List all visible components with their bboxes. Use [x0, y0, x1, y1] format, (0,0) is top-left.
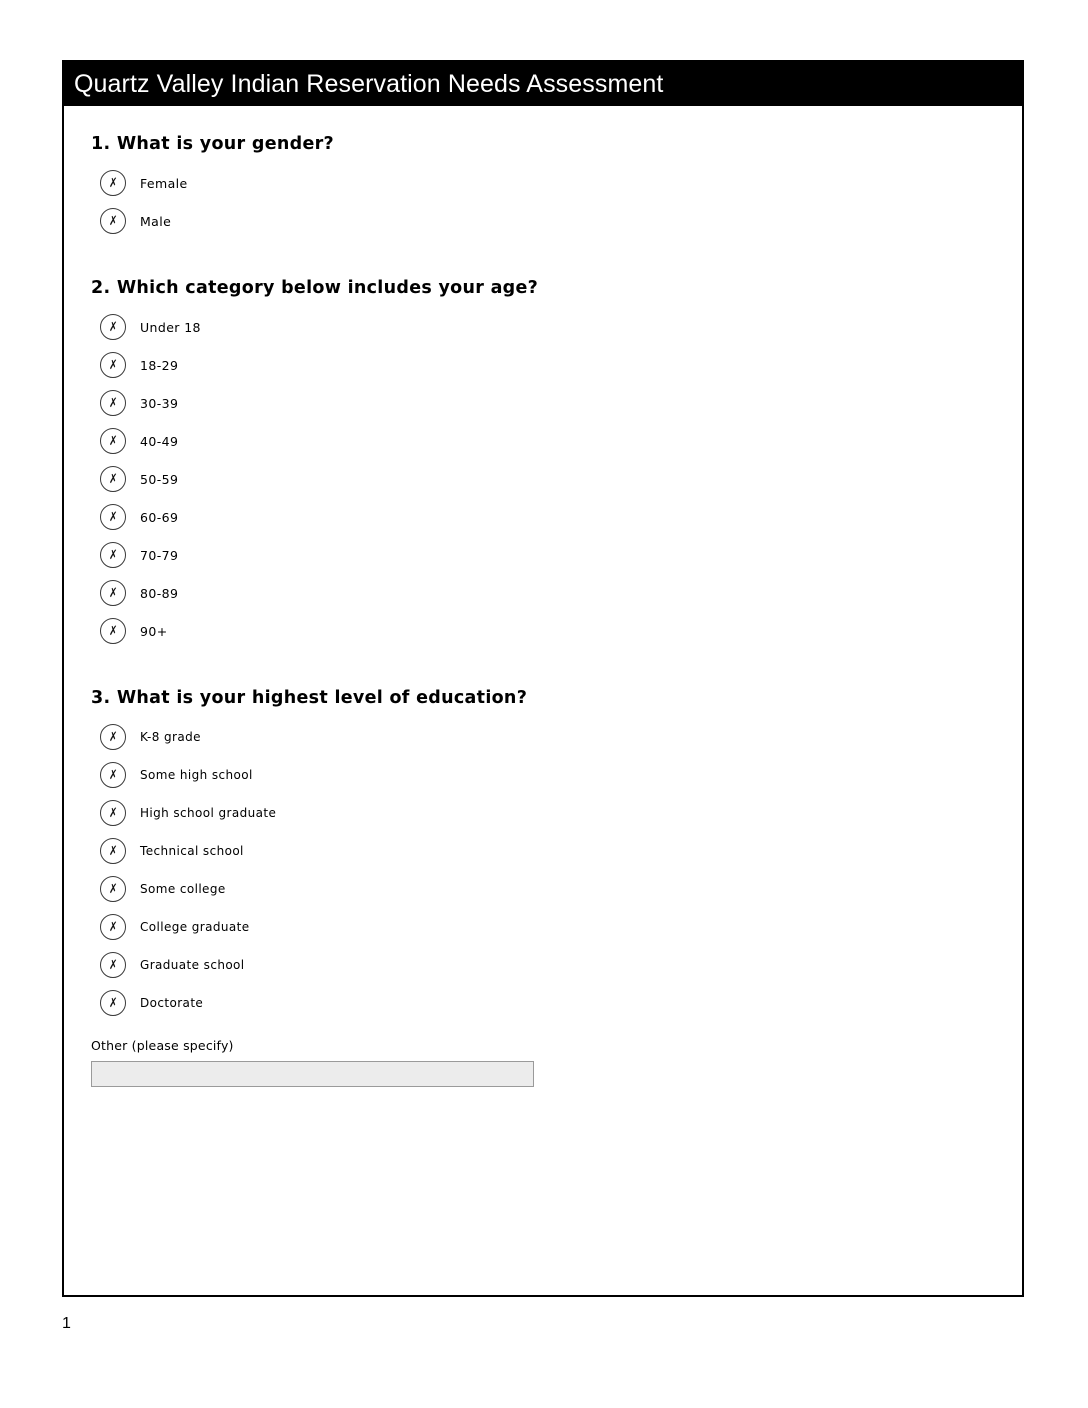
option-label: 18-29: [140, 357, 179, 373]
survey-body: [64, 134, 1022, 1087]
option-label: Male: [140, 213, 172, 229]
x-mark-icon: ✗: [109, 547, 116, 563]
option-row[interactable]: [88, 202, 998, 240]
radio-button-icon[interactable]: [100, 208, 126, 234]
radio-button-icon[interactable]: [100, 838, 126, 864]
page-title: Quartz Valley Indian Reservation Needs Assessment: [74, 69, 664, 98]
option-label: 40-49: [140, 433, 179, 449]
radio-button-icon[interactable]: [100, 170, 126, 196]
option-row[interactable]: [88, 756, 998, 794]
option-row[interactable]: [88, 718, 998, 756]
question-2-options: [88, 308, 998, 650]
page-number: 1: [62, 1315, 71, 1332]
option-label: High school graduate: [140, 806, 277, 820]
option-row[interactable]: [88, 794, 998, 832]
option-row[interactable]: [88, 612, 998, 650]
option-label: 80-89: [140, 585, 179, 601]
document-title-bar: [64, 62, 1022, 106]
radio-button-icon[interactable]: [100, 876, 126, 902]
x-mark-icon: ✗: [109, 843, 116, 859]
radio-button-icon[interactable]: [100, 352, 126, 378]
question-3-label: 3. What is your highest level of education?: [91, 688, 528, 708]
option-label: College graduate: [140, 920, 250, 934]
x-mark-icon: ✗: [109, 957, 116, 973]
option-row[interactable]: [88, 946, 998, 984]
radio-button-icon[interactable]: [100, 952, 126, 978]
other-specify-input[interactable]: [91, 1061, 534, 1087]
option-row[interactable]: [88, 498, 998, 536]
x-mark-icon: ✗: [109, 357, 116, 373]
survey-page: [62, 60, 1024, 1297]
x-mark-icon: ✗: [109, 509, 116, 525]
option-label: Under 18: [140, 319, 201, 335]
option-label: Some college: [140, 882, 226, 896]
x-mark-icon: ✗: [109, 395, 116, 411]
x-mark-icon: ✗: [109, 881, 116, 897]
option-label: 90+: [140, 623, 168, 639]
option-row[interactable]: [88, 984, 998, 1022]
radio-button-icon[interactable]: [100, 466, 126, 492]
option-row[interactable]: [88, 460, 998, 498]
option-row[interactable]: [88, 574, 998, 612]
x-mark-icon: ✗: [109, 433, 116, 449]
x-mark-icon: ✗: [109, 585, 116, 601]
option-label: Female: [140, 175, 188, 191]
option-label: 30-39: [140, 395, 179, 411]
radio-button-icon[interactable]: [100, 914, 126, 940]
question-1-label: 1. What is your gender?: [91, 134, 334, 154]
option-label: Doctorate: [140, 996, 204, 1010]
radio-button-icon[interactable]: [100, 762, 126, 788]
question-1-options: [88, 164, 998, 240]
radio-button-icon[interactable]: [100, 314, 126, 340]
option-label: K-8 grade: [140, 730, 201, 744]
radio-button-icon[interactable]: [100, 542, 126, 568]
option-label: Technical school: [140, 844, 244, 858]
radio-button-icon[interactable]: [100, 428, 126, 454]
x-mark-icon: ✗: [109, 471, 116, 487]
option-label: 70-79: [140, 547, 179, 563]
option-row[interactable]: [88, 908, 998, 946]
option-row[interactable]: [88, 308, 998, 346]
question-2-label: 2. Which category below includes your age?: [91, 278, 539, 298]
option-row[interactable]: [88, 346, 998, 384]
x-mark-icon: ✗: [109, 729, 116, 745]
option-label: 60-69: [140, 509, 179, 525]
x-mark-icon: ✗: [109, 767, 116, 783]
option-label: 50-59: [140, 471, 179, 487]
question-3-options: [88, 718, 998, 1022]
x-mark-icon: ✗: [109, 919, 116, 935]
x-mark-icon: ✗: [109, 175, 116, 191]
x-mark-icon: ✗: [109, 319, 116, 335]
x-mark-icon: ✗: [109, 213, 116, 229]
radio-button-icon[interactable]: [100, 618, 126, 644]
option-row[interactable]: [88, 832, 998, 870]
option-label: Some high school: [140, 768, 253, 782]
radio-button-icon[interactable]: [100, 724, 126, 750]
radio-button-icon[interactable]: [100, 504, 126, 530]
x-mark-icon: ✗: [109, 995, 116, 1011]
x-mark-icon: ✗: [109, 805, 116, 821]
radio-button-icon[interactable]: [100, 390, 126, 416]
option-row[interactable]: [88, 164, 998, 202]
other-specify-label: Other (please specify): [91, 1038, 234, 1053]
option-row[interactable]: [88, 536, 998, 574]
radio-button-icon[interactable]: [100, 990, 126, 1016]
option-label: Graduate school: [140, 958, 245, 972]
radio-button-icon[interactable]: [100, 580, 126, 606]
option-row[interactable]: [88, 870, 998, 908]
option-row[interactable]: [88, 422, 998, 460]
option-row[interactable]: [88, 384, 998, 422]
radio-button-icon[interactable]: [100, 800, 126, 826]
x-mark-icon: ✗: [109, 623, 116, 639]
